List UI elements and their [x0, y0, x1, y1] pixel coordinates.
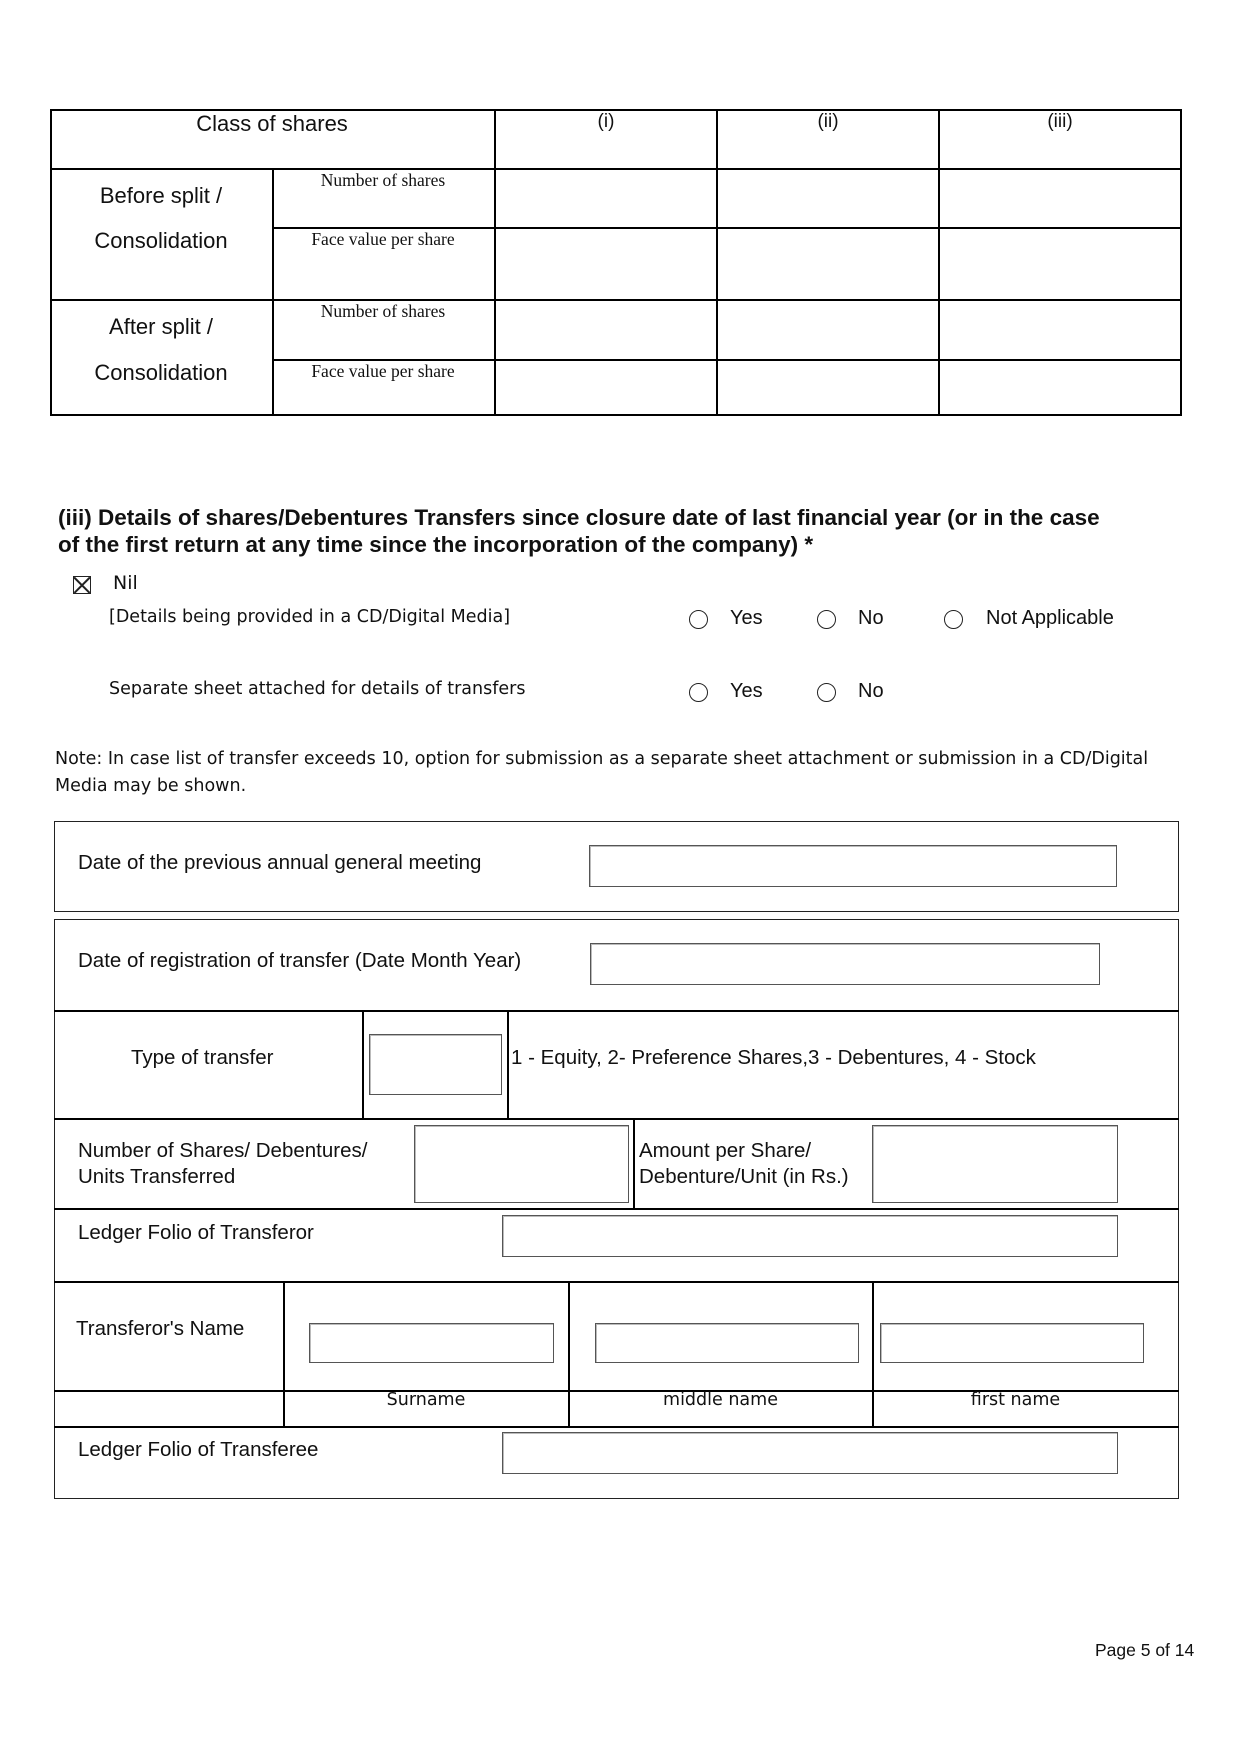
- note-line-1: Note: In case list of transfer exceeds 10, option for submission as a separate sheet attachment or submission in a CD/Digital: [55, 749, 1149, 769]
- cd-not-applicable-radio[interactable]: [944, 610, 963, 629]
- column-divider: [362, 1010, 364, 1118]
- column-divider: [633, 1118, 635, 1208]
- amount-label-line-2: Debenture/Unit (in Rs.): [639, 1165, 849, 1188]
- row-divider: [54, 1426, 1179, 1428]
- ledger-transferor-label: Ledger Folio of Transferor: [78, 1221, 314, 1244]
- amount-per-unit-input[interactable]: [872, 1125, 1118, 1203]
- after-split-label: After split /: [109, 314, 213, 339]
- ledger-transferee-input[interactable]: [502, 1432, 1118, 1474]
- type-of-transfer-help: 1 - Equity, 2- Preference Shares,3 - Debentures, 4 - Stock: [511, 1046, 1036, 1069]
- first-name-caption: first name: [970, 1390, 1061, 1410]
- middle-name-caption: middle name: [663, 1390, 778, 1410]
- transferor-surname-input[interactable]: [309, 1323, 554, 1363]
- table-border: [50, 414, 1182, 416]
- table-border: [938, 109, 940, 416]
- cd-no-label: No: [858, 607, 884, 629]
- transfer-note: [55, 746, 1148, 800]
- before-split-label: Before split /: [99, 183, 223, 208]
- row-divider: [54, 1281, 1179, 1283]
- table-border: [716, 109, 718, 416]
- amount-label-line-1: Amount per Share/: [639, 1139, 812, 1162]
- prev-agm-label: Date of the previous annual general meeting: [78, 851, 482, 874]
- before-consolidation-label: Consolidation: [94, 228, 228, 253]
- sheet-question-label: Separate sheet attached for details of transfers: [109, 679, 526, 699]
- before-number-of-shares-label: Number of shares: [320, 170, 446, 190]
- nil-checkbox[interactable]: [73, 576, 91, 594]
- class-of-shares-header: Class of shares: [196, 111, 348, 136]
- table-border: [50, 168, 1182, 170]
- units-label-line-2: Units Transferred: [78, 1165, 236, 1188]
- nil-label: Nil: [113, 572, 138, 594]
- note-line-2: Media may be shown.: [55, 776, 247, 796]
- units-transferred-label: [78, 1138, 367, 1190]
- row-divider: [54, 1010, 1179, 1012]
- cd-not-applicable-label: Not Applicable: [986, 607, 1114, 629]
- column-header-i: (i): [597, 111, 615, 132]
- units-label-line-1: Number of Shares/ Debentures/: [78, 1139, 368, 1162]
- column-header-ii: (ii): [817, 111, 839, 132]
- surname-caption: Surname: [386, 1390, 466, 1410]
- heading-line-2: of the first return at any time since the incorporation of the company) *: [58, 532, 814, 557]
- after-face-value-label: Face value per share: [311, 361, 455, 381]
- row-divider: [54, 1208, 1179, 1210]
- transferor-name-label: Transferor's Name: [76, 1317, 245, 1340]
- sheet-yes-label: Yes: [730, 680, 763, 702]
- transferor-first-name-input[interactable]: [880, 1323, 1144, 1363]
- before-face-value-label: Face value per share: [311, 229, 455, 249]
- cd-no-radio[interactable]: [817, 610, 836, 629]
- after-number-of-shares-label: Number of shares: [320, 301, 446, 321]
- transfers-section-heading: [58, 504, 1188, 558]
- table-border: [494, 109, 496, 416]
- ledger-transferor-input[interactable]: [502, 1215, 1118, 1257]
- column-divider: [507, 1010, 509, 1118]
- cd-yes-label: Yes: [730, 607, 763, 629]
- type-of-transfer-input[interactable]: [369, 1034, 502, 1095]
- cd-yes-radio[interactable]: [689, 610, 708, 629]
- units-transferred-input[interactable]: [414, 1125, 629, 1203]
- prev-agm-date-input[interactable]: [589, 845, 1117, 887]
- row-divider: [54, 1118, 1179, 1120]
- table-border: [1180, 109, 1182, 416]
- amount-per-unit-label: [639, 1138, 849, 1190]
- reg-date-input[interactable]: [590, 943, 1100, 985]
- ledger-transferee-label: Ledger Folio of Transferee: [78, 1438, 319, 1461]
- column-header-iii: (iii): [1047, 111, 1073, 132]
- after-consolidation-label: Consolidation: [94, 360, 228, 385]
- heading-line-1: (iii) Details of shares/Debentures Transfers since closure date of last financial year (or in the case: [58, 505, 1100, 530]
- sheet-yes-radio[interactable]: [689, 683, 708, 702]
- transferor-middle-name-input[interactable]: [595, 1323, 859, 1363]
- page-number: Page 5 of 14: [1095, 1640, 1195, 1660]
- sheet-no-label: No: [858, 680, 884, 702]
- reg-date-label: Date of registration of transfer (Date Month Year): [78, 949, 522, 972]
- table-border: [50, 299, 1182, 301]
- sheet-no-radio[interactable]: [817, 683, 836, 702]
- cd-question-label: [Details being provided in a CD/Digital Media]: [109, 607, 511, 627]
- type-of-transfer-label: Type of transfer: [131, 1046, 274, 1069]
